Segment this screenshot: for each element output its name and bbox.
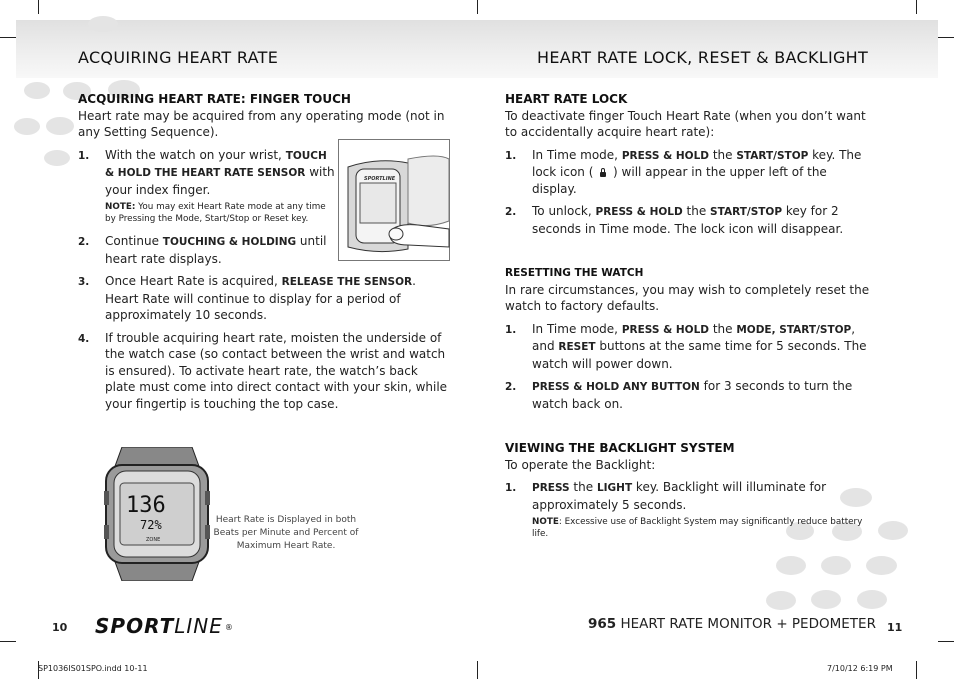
backlight-intro: To operate the Backlight: bbox=[505, 457, 656, 472]
left-page-title: ACQUIRING HEART RATE bbox=[78, 48, 279, 67]
left-step-1: 1. With the watch on your wrist, TOUCH & HOLD THE HEART RATE SENSOR with your index finger. NOTE: You may exit Heart Rate mode at any time by Pressing the Mode, Start/Stop or Reset key. bbox=[78, 147, 337, 226]
backlight-heading: VIEWING THE BACKLIGHT SYSTEM bbox=[505, 441, 735, 455]
right-column bbox=[505, 91, 875, 540]
left-note: NOTE: You may exit Heart Rate mode at any time by Pressing the Mode, Start/Stop or Reset key. bbox=[105, 202, 326, 224]
finger-touch-illustration bbox=[338, 139, 450, 261]
right-page-number: 11 bbox=[887, 621, 903, 634]
left-page-number: 10 bbox=[52, 621, 68, 634]
reset-step-2: 2. PRESS & HOLD ANY BUTTON for 3 seconds to turn the watch back on. bbox=[505, 379, 853, 411]
finger-touch-intro: Heart rate may be acquired from any operating mode (not in any Setting Sequence). bbox=[78, 108, 445, 139]
reset-heading: RESETTING THE WATCH bbox=[505, 267, 644, 279]
watch-bpm-readout: 136 bbox=[126, 493, 166, 518]
backlight-note: NOTE: Excessive use of Backlight System may significantly reduce battery life. bbox=[532, 517, 863, 539]
reset-step-1: 1. In Time mode, PRESS & HOLD the MODE, START/STOP, and RESET buttons at the same time for 5 seconds. The watch will power down. bbox=[505, 321, 867, 371]
watch-display-illustration bbox=[104, 447, 210, 581]
illustration-watch-brand: SPORTLINE bbox=[364, 176, 396, 182]
watch-caption: Heart Rate is Displayed in both Beats per Minute and Percent of Maximum Heart Rate. bbox=[213, 515, 359, 551]
lock-icon bbox=[600, 172, 606, 177]
right-page-title: HEART RATE LOCK, RESET & BACKLIGHT bbox=[537, 48, 869, 67]
slug-timestamp: 7/10/12 6:19 PM bbox=[827, 664, 893, 673]
left-step-3: 3. Once Heart Rate is acquired, RELEASE THE SENSOR. Heart Rate will continue to display for a period of approximately 10 seconds. bbox=[78, 274, 416, 322]
left-step-2: 2. Continue TOUCHING & HOLDING until heart rate displays. bbox=[78, 234, 327, 266]
lock-step-2: 2. To unlock, PRESS & HOLD the START/STOP key for 2 seconds in Time mode. The lock icon will disappear. bbox=[505, 204, 844, 236]
watch-zone-label: ZONE bbox=[146, 537, 161, 543]
backlight-step-1: 1. PRESS the LIGHT key. Backlight will illuminate for approximately 5 seconds. NOTE: Excessive use of Backlight System may significantly reduce battery life. bbox=[505, 479, 875, 540]
sportline-logo: SPORTLINE ® bbox=[95, 614, 234, 638]
finger-touch-heading: ACQUIRING HEART RATE: FINGER TOUCH bbox=[78, 92, 351, 106]
reset-intro: In rare circumstances, you may wish to completely reset the watch to factory defaults. bbox=[505, 282, 870, 313]
left-step-4: 4. If trouble acquiring heart rate, moisten the underside of the watch case (so contact between the wrist and watch is ensured). To activate heart rate, the watch’s back plate must come into direct contact with your skin, while your fingertip is touching the top case. bbox=[78, 330, 448, 411]
slug-filename: SP1036IS01SPO.indd 10-11 bbox=[38, 664, 148, 673]
lock-heading: HEART RATE LOCK bbox=[505, 92, 628, 106]
footer-product-title: 965 HEART RATE MONITOR + PEDOMETER bbox=[588, 616, 876, 632]
watch-percent-readout: 72% bbox=[140, 518, 162, 532]
lock-step-1: 1. In Time mode, PRESS & HOLD the START/STOP key. The lock icon ( ) will appear in the upper left of the display. bbox=[505, 147, 862, 196]
lock-intro: To deactivate finger Touch Heart Rate (when you don’t want to accidentally acquire heart rate): bbox=[505, 108, 866, 139]
